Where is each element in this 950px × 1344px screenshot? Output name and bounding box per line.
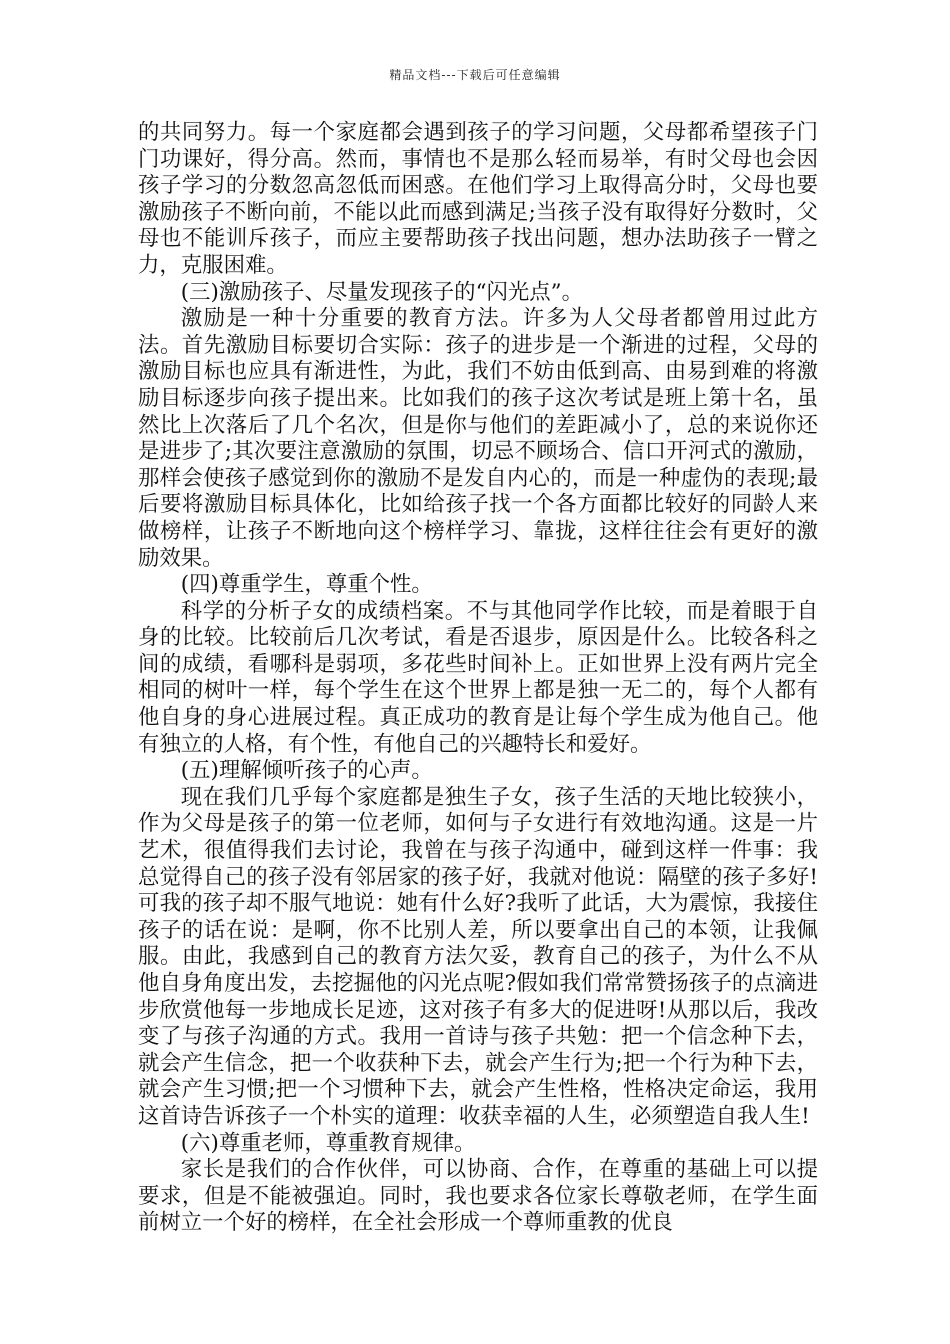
paragraph-respect-individuality: 科学的分析子女的成绩档案。不与其他同学作比较，而是着眼于自身的比较。比较前后几次考试，看是否退步，原因是什么。比较各科之间的成绩，看哪科是弱项，多花些时间补上。正如世界上没有两片完全相同的树叶一样，每个学生在这个世界上都是独一无二的，每个人都有他自身的身心进展过程。真正成功的教育是让每个学生成为他自己。他有独立的人格，有个性，有他自己的兴趣特长和爱好。	[138, 598, 818, 757]
section-heading-6: (六)尊重老师，尊重教育规律。	[180, 1130, 476, 1156]
paragraph-listening: 现在我们几乎每个家庭都是独生子女，孩子生活的天地比较狭小，作为父母是孩子的第一位老师，如何与子女进行有效地沟通。这是一片艺术，很值得我们去讨论，我曾在与孩子沟通中，碰到这样一件事：我总觉得自己的孩子没有邻居家的孩子好，我就对他说：隔壁的孩子多好!可我的孩子却不服气地说：她有什么好?我听了此话，大为震惊，我接住孩子的话在说：是啊，你不比别人差，所以要拿出自己的本领，让我佩服。由此，我感到自己的教育方法欠妥，教育自己的孩子，为什么不从他自身角度出发，去挖掘他的闪光点呢?假如我们常常赞扬孩子的点滴进步欣赏他每一步地成长足迹，这对孩子有多大的促进呀!从那以后，我改变了与孩子沟通的方式。我用一首诗与孩子共勉：把一个信念种下去，就会产生信念，把一个收获种下去，就会产生行为;把一个行为种下去，就会产生习惯;把一个习惯种下去，就会产生性格，性格决定命运，我用这首诗告诉孩子一个朴实的道理：收获幸福的人生，必须塑造自我人生!	[138, 784, 818, 1129]
paragraph-encouragement: 激励是一种十分重要的教育方法。许多为人父母者都曾用过此方法。首先激励目标要切合实际：孩子的进步是一个渐进的过程，父母的激励目标也应具有渐进性，为此，我们不妨由低到高、由易到难的将激励目标逐步向孩子提出来。比如我们的孩子这次考试是班上第十名，虽然比上次落后了几个名次，但是你与他们的差距减小了，总的来说你还是进步了;其次要注意激励的氛围，切忌不顾场合、信口开河式的激励，那样会使孩子感觉到你的激励不是发自内心的，而是一种虚伪的表现;最后要将激励目标具体化，比如给孩子找一个各方面都比较好的同龄人来做榜样，让孩子不断地向这个榜样学习、靠拢，这样往往会有更好的激励效果。	[138, 306, 818, 571]
paragraph-continued: 的共同努力。每一个家庭都会遇到孩子的学习问题，父母都希望孩子门门功课好，得分高。然而，事情也不是那么轻而易举，有时父母也会因孩子学习的分数忽高忽低而困惑。在他们学习上取得高分时，父母也要激励孩子不断向前，不能以此而感到满足;当孩子没有取得好分数时，父母也不能训斥孩子，而应主要帮助孩子找出问题，想办法助孩子一臂之力，克服困难。	[138, 120, 818, 278]
document-body	[138, 120, 818, 1237]
paragraph-respect-teachers: 家长是我们的合作伙伴，可以协商、合作，在尊重的基础上可以提要求，但是不能被强迫。同时，我也要求各位家长尊敬老师，在学生面前树立一个好的榜样，在全社会形成一个尊师重教的优良	[138, 1157, 818, 1236]
section-heading-4: (四)尊重学生，尊重个性。	[180, 572, 433, 598]
section-heading-3: (三)激励孩子、尽量发现孩子的“闪光点”。	[180, 279, 583, 305]
section-heading-5: (五)理解倾听孩子的心声。	[180, 758, 433, 784]
page-header: 精品文档---下载后可任意编辑	[389, 68, 561, 82]
